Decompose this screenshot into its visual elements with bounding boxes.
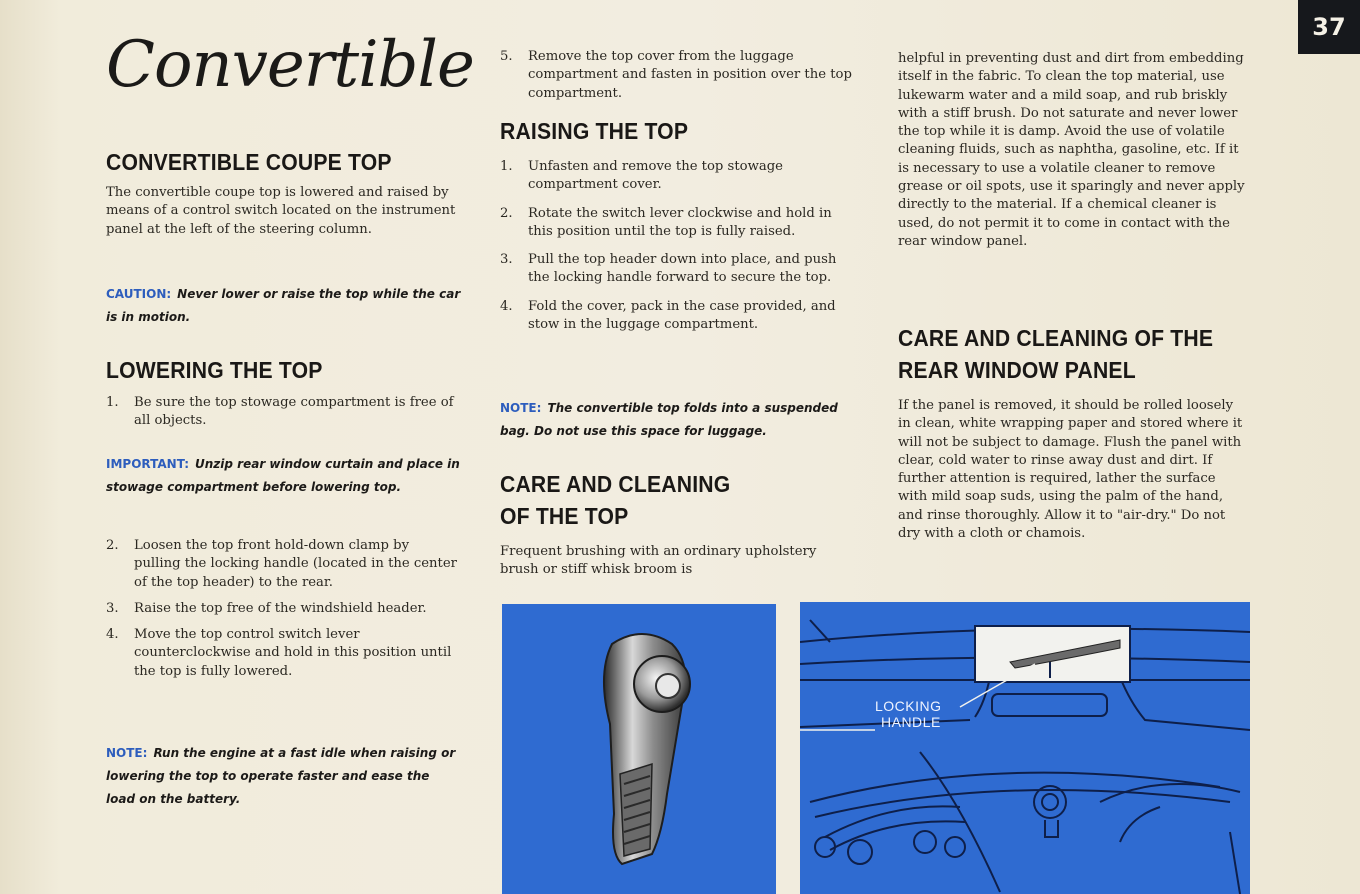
- switch-lever-illustration: [502, 604, 776, 894]
- heading-convertible-coupe-top: CONVERTIBLE COUPE TOP: [106, 149, 392, 175]
- important-text: Unzip rear window curtain and place in stowage compartment before lowering top.: [106, 457, 460, 494]
- caution-label: CAUTION:: [106, 287, 172, 301]
- lowering-steps-b: [106, 537, 458, 681]
- care-paragraph-cont: helpful in preventing dust and dirt from embedding itself in the fabric. To clean the top material, use lukewarm water and a mild soap, and rub briskly with a stiff brush. Do not saturate and never lower the top while it is damp. Avoid the use of volatile cleaning fluids, such as naphtha, gasoline, etc. If it is necessary to use a volatile cleaner to remove grease or oil spots, use it sparingly and never apply directly to the material. If a chemical cleaner is used, do not permit it to come in contact with the rear window panel.: [898, 51, 1245, 249]
- list-item: 3. Pull the top header down into place, and push the locking handle forward to secure the top.: [500, 252, 837, 286]
- dashboard-line-drawing: [800, 602, 1250, 894]
- rear-window-paragraph: If the panel is removed, it should be rolled loosely in clean, white wrapping paper and stored where it will not be subject to damage. Flush the panel with clear, cold water to rinse away dust and dirt. If further attention is required, lather the surface with mild soap suds, using the palm of the hand, and rinse thoroughly. Allow it to "air-dry." Do not dry with a cloth or chamois.: [898, 398, 1243, 542]
- list-item: 4. Move the top control switch lever counterclockwise and hold in this position until the top is fully lowered.: [106, 627, 452, 679]
- lowering-steps-a: [106, 394, 458, 431]
- note-text: Run the engine at a fast idle when raising or lowering the top to operate faster and ease the load on the battery.: [106, 746, 456, 806]
- caution-note: [106, 283, 462, 329]
- raising-steps: [500, 158, 852, 334]
- locking-handle-callout: LOCKING HANDLE: [875, 698, 942, 730]
- heading-raising-the-top: RAISING THE TOP: [500, 118, 689, 144]
- list-item: 5. Remove the top cover from the luggage compartment and fasten in position over the top compartment.: [500, 49, 852, 101]
- bag-note: [500, 397, 856, 443]
- list-item: 4. Fold the cover, pack in the case provided, and stow in the luggage compartment.: [500, 298, 836, 333]
- note-label: NOTE:: [500, 401, 542, 415]
- intro-paragraph: The convertible coupe top is lowered and raised by means of a control switch located on the instrument panel at the left of the steering column.: [106, 185, 456, 237]
- list-item: 2. Loosen the top front hold-down clamp by pulling the locking handle (located in the center of the top header) to the rear.: [106, 538, 457, 590]
- note-label: NOTE:: [106, 746, 148, 760]
- heading-care-cleaning-top: CARE AND CLEANING OF THE TOP: [500, 471, 731, 529]
- list-item: 1. Be sure the top stowage compartment is free of all objects.: [106, 395, 454, 429]
- heading-lowering-the-top: LOWERING THE TOP: [106, 357, 323, 383]
- engine-note: [106, 742, 462, 811]
- locking-handle-illustration: [800, 602, 1250, 894]
- list-item: 1. Unfasten and remove the top stowage compartment cover.: [500, 159, 783, 193]
- important-note: [106, 453, 462, 499]
- switch-lever-icon: [502, 604, 776, 894]
- care-paragraph: Frequent brushing with an ordinary upholstery brush or stiff whisk broom is: [500, 544, 817, 578]
- heading-care-rear-window: CARE AND CLEANING OF THE REAR WINDOW PANEL: [898, 325, 1214, 383]
- list-item: 3. Raise the top free of the windshield header.: [106, 600, 427, 616]
- important-label: IMPORTANT:: [106, 457, 190, 471]
- note-text: The convertible top folds into a suspended bag. Do not use this space for luggage.: [500, 401, 838, 438]
- lowering-step-5: [500, 48, 852, 103]
- page-number: 37: [1298, 0, 1360, 54]
- page-title: Convertible: [106, 28, 474, 102]
- caution-text: Never lower or raise the top while the car is in motion.: [106, 287, 461, 324]
- list-item: 2. Rotate the switch lever clockwise and hold in this position until the top is fully raised.: [500, 205, 832, 239]
